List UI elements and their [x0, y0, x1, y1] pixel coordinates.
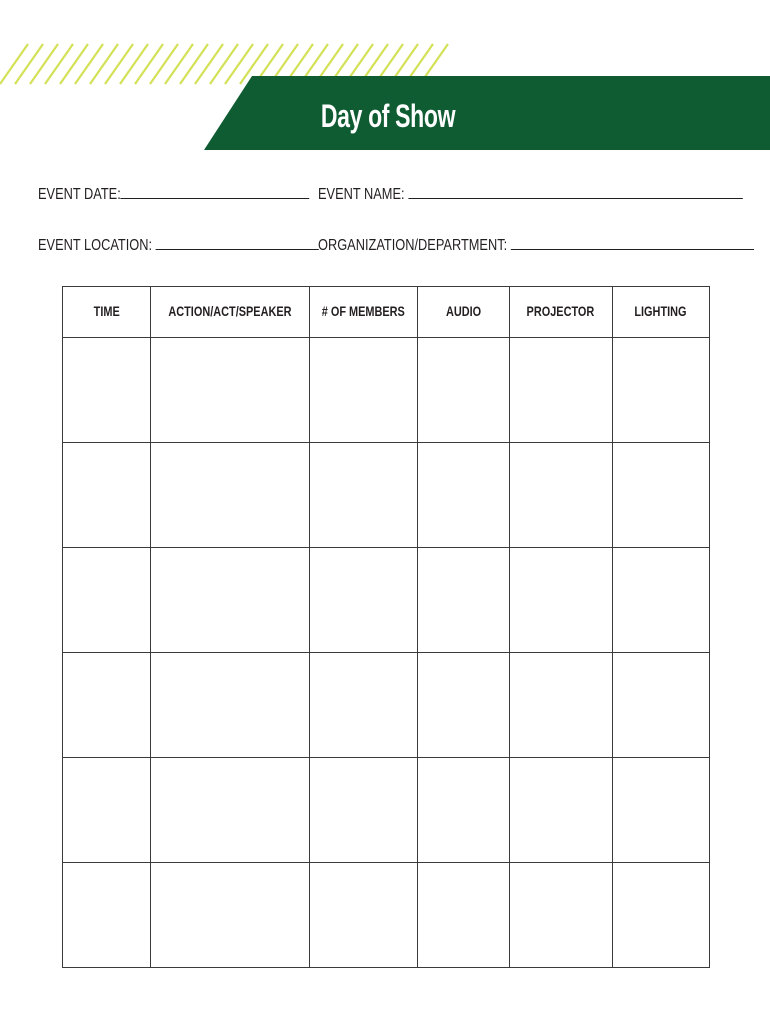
- table-cell[interactable]: [612, 443, 709, 548]
- table-cell[interactable]: [63, 443, 151, 548]
- column-header-lighting: LIGHTING: [612, 287, 709, 338]
- table-cell[interactable]: [309, 653, 418, 758]
- table-cell[interactable]: [509, 653, 612, 758]
- table-cell[interactable]: [418, 758, 509, 863]
- table-cell[interactable]: [309, 338, 418, 443]
- table-cell[interactable]: [418, 863, 509, 968]
- table-cell[interactable]: [612, 863, 709, 968]
- event-name-label: EVENT NAME:: [318, 186, 405, 203]
- table-cell[interactable]: [309, 443, 418, 548]
- event-date-field[interactable]: [38, 184, 310, 205]
- table-cell[interactable]: [150, 443, 309, 548]
- table-cell[interactable]: [418, 338, 509, 443]
- event-date-blank[interactable]: [121, 184, 310, 199]
- table-row: [63, 863, 710, 968]
- table-cell[interactable]: [612, 338, 709, 443]
- table-cell[interactable]: [612, 758, 709, 863]
- table-cell[interactable]: [418, 653, 509, 758]
- page-title: Day of Show: [320, 98, 456, 134]
- table-cell[interactable]: [309, 758, 418, 863]
- table-cell[interactable]: [63, 548, 151, 653]
- table-row: [63, 443, 710, 548]
- table-cell[interactable]: [63, 338, 151, 443]
- event-date-label: EVENT DATE:: [38, 186, 121, 203]
- table-cell[interactable]: [150, 758, 309, 863]
- table-cell[interactable]: [309, 863, 418, 968]
- table-cell[interactable]: [150, 653, 309, 758]
- column-header-time: TIME: [63, 287, 151, 338]
- table-cell[interactable]: [150, 548, 309, 653]
- table-cell[interactable]: [418, 443, 509, 548]
- event-location-label: EVENT LOCATION:: [38, 237, 153, 254]
- organization-field[interactable]: [318, 235, 754, 256]
- column-header-members: # OF MEMBERS: [309, 287, 418, 338]
- table-cell[interactable]: [150, 863, 309, 968]
- table-cell[interactable]: [150, 338, 309, 443]
- table-cell[interactable]: [612, 548, 709, 653]
- table-cell[interactable]: [418, 548, 509, 653]
- table-cell[interactable]: [509, 758, 612, 863]
- table-cell[interactable]: [63, 863, 151, 968]
- table-cell[interactable]: [309, 548, 418, 653]
- table-cell[interactable]: [612, 653, 709, 758]
- table-row: [63, 758, 710, 863]
- column-header-projector: PROJECTOR: [509, 287, 612, 338]
- table-cell[interactable]: [509, 548, 612, 653]
- column-header-action: ACTION/ACT/SPEAKER: [150, 287, 309, 338]
- table-row: [63, 653, 710, 758]
- column-header-audio: AUDIO: [418, 287, 509, 338]
- table-cell[interactable]: [63, 653, 151, 758]
- table-cell[interactable]: [509, 338, 612, 443]
- table-header-row: [63, 287, 710, 338]
- organization-blank[interactable]: [511, 235, 754, 250]
- organization-label: ORGANIZATION/DEPARTMENT:: [318, 237, 508, 254]
- table-cell[interactable]: [63, 758, 151, 863]
- schedule-table: [62, 286, 710, 968]
- event-location-field[interactable]: [38, 235, 319, 256]
- table-row: [63, 548, 710, 653]
- table-cell[interactable]: [509, 443, 612, 548]
- event-name-field[interactable]: [318, 184, 743, 205]
- event-name-blank[interactable]: [408, 184, 742, 199]
- event-location-blank[interactable]: [156, 235, 319, 250]
- table-row: [63, 338, 710, 443]
- table-cell[interactable]: [509, 863, 612, 968]
